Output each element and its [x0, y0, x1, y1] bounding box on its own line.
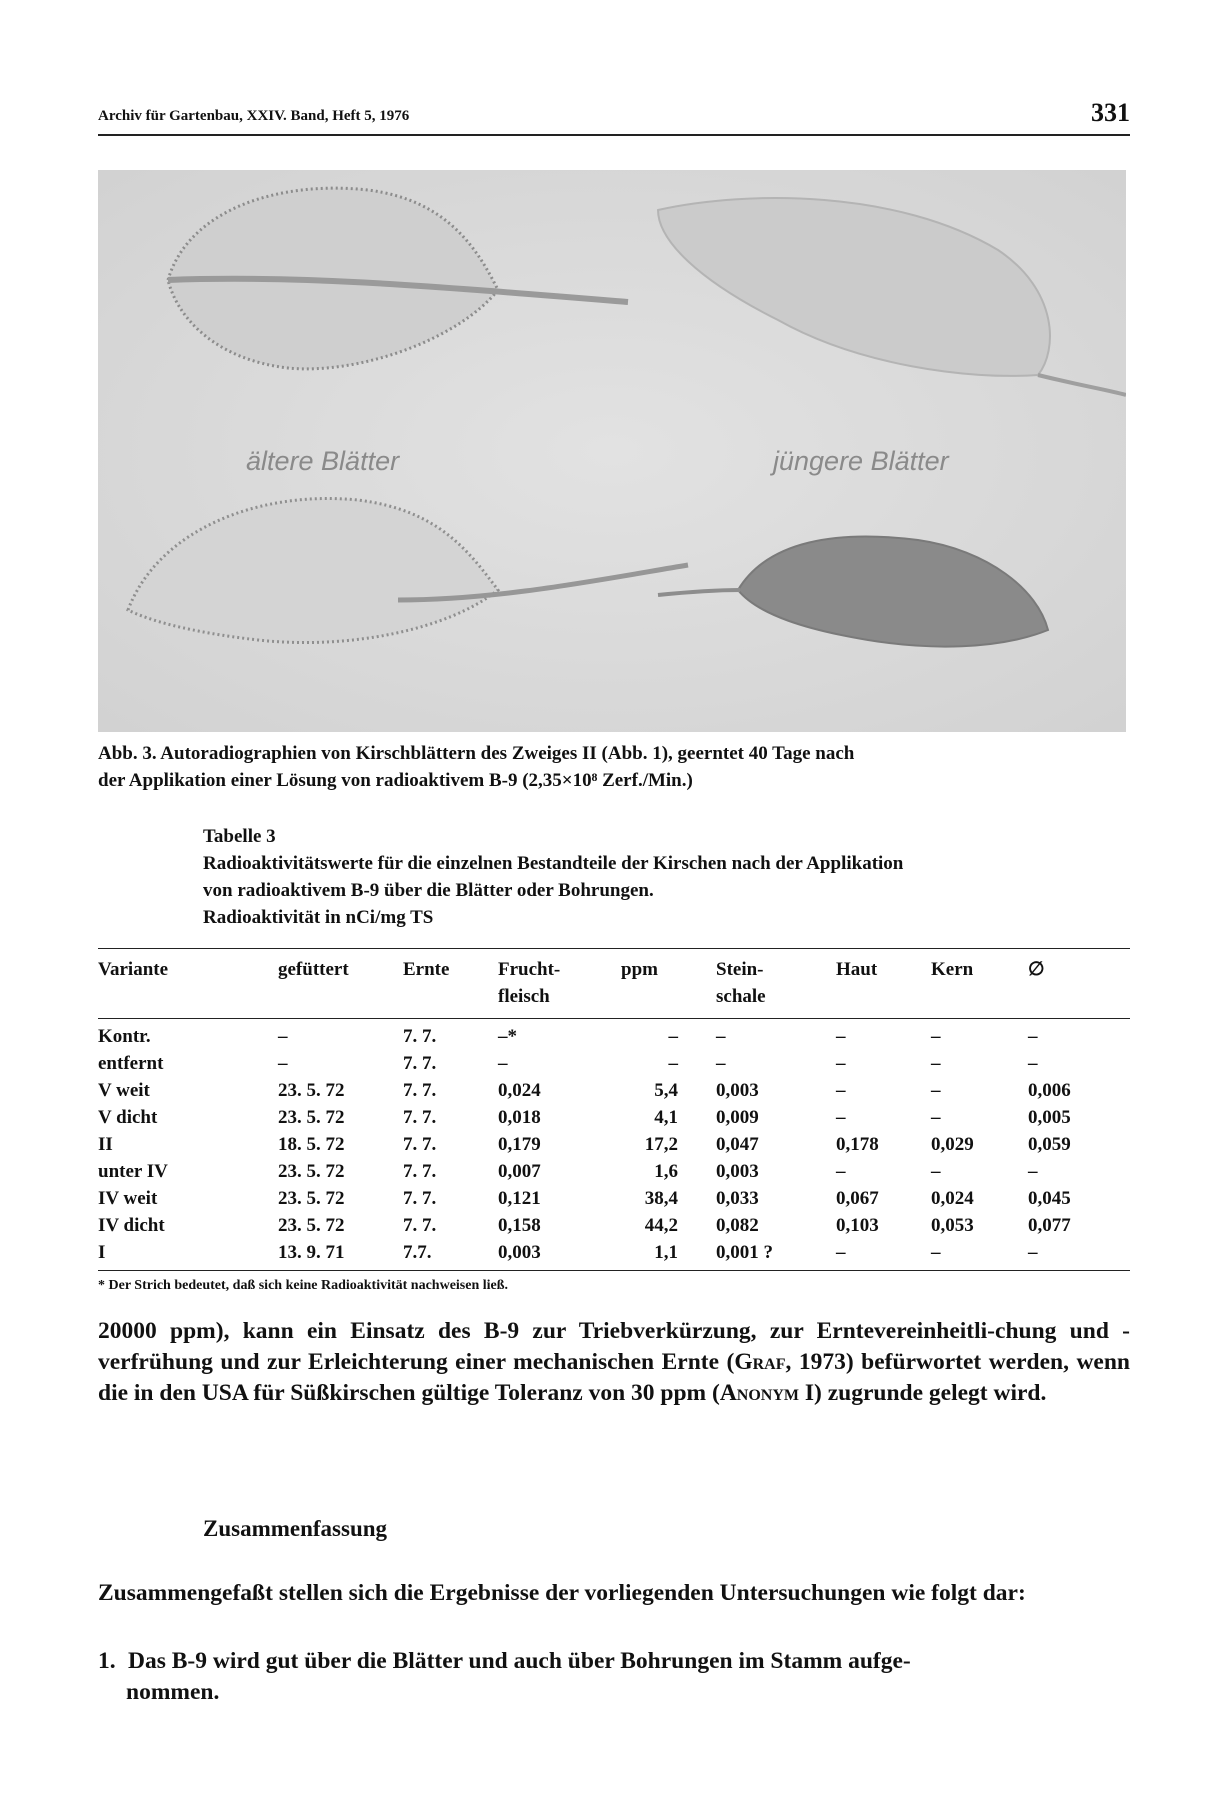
table-cell-kern: – — [931, 1161, 941, 1182]
table-cell-variante: IV dicht — [98, 1215, 165, 1236]
paragraph-text-a: 20000 ppm), kann ein Einsatz des B-9 zur Triebverkürzung, zur Erntevereinheitli-chung und -verfrühung und zur Erleichterung einer mechanischen Ernte ( — [98, 1318, 1130, 1375]
table-row — [98, 1026, 1130, 1052]
label-younger-leaves: jüngere Blätter — [773, 446, 949, 476]
page-number: 331 — [1091, 98, 1130, 127]
table-row — [98, 1242, 1130, 1268]
table-cell-haut: – — [836, 1161, 846, 1182]
list-item-line-2: nommen. — [126, 1679, 220, 1705]
table-cell-ppm: 4,1 — [654, 1107, 678, 1128]
table-cell-steinschale: 0,003 — [716, 1080, 759, 1101]
table-cell-avg: 0,006 — [1028, 1080, 1071, 1101]
paragraph-summary-intro: Zusammengefaßt stellen sich die Ergebnisse der vorliegenden Untersuchungen wie folgt dar: — [98, 1580, 1026, 1606]
table-cell-kern: 0,024 — [931, 1188, 974, 1209]
table-cell-haut: – — [836, 1242, 846, 1263]
table-cell-variante: V weit — [98, 1080, 150, 1101]
table-cell-steinschale: 0,003 — [716, 1161, 759, 1182]
table-cell-haut: 0,178 — [836, 1134, 879, 1155]
table-cell-kern: – — [931, 1026, 941, 1047]
section-title-summary: Zusammenfassung — [203, 1516, 388, 1541]
table-row — [98, 1053, 1130, 1079]
table-cell-kern: 0,029 — [931, 1134, 974, 1155]
table-cell-variante: II — [98, 1134, 113, 1155]
table-cell-steinschale: 0,082 — [716, 1215, 759, 1236]
table-title-line-3: Radioaktivität in nCi/mg TS — [203, 907, 434, 928]
list-item-line-1: Das B-9 wird gut über die Blätter und auch über Bohrungen im Stamm aufge- — [128, 1648, 911, 1674]
table-cell-avg: – — [1028, 1026, 1038, 1047]
table-cell-ppm: 1,6 — [654, 1161, 678, 1182]
header-ppm: ppm — [621, 959, 658, 980]
table-cell-fruchtfleisch: 0,003 — [498, 1242, 541, 1263]
table-cell-ppm: – — [668, 1026, 678, 1047]
table-cell-ppm: 38,4 — [644, 1188, 678, 1209]
journal-citation: Archiv für Gartenbau, XXIV. Band, Heft 5, 1976 — [98, 108, 410, 124]
table-cell-haut: – — [836, 1053, 846, 1074]
table-cell-haut: 0,103 — [836, 1215, 879, 1236]
summary-list-item-1 — [98, 1646, 1130, 1708]
paragraph-text-c: I) zugrunde gelegt wird. — [799, 1380, 1047, 1406]
paragraph-recommendation — [98, 1316, 1130, 1409]
table-cell-kern: – — [931, 1053, 941, 1074]
figure-caption — [98, 740, 1130, 794]
table-cell-steinschale: 0,033 — [716, 1188, 759, 1209]
table-cell-avg: – — [1028, 1242, 1038, 1263]
autoradiograph-figure — [98, 170, 1126, 732]
table-row — [98, 1134, 1130, 1160]
header-steinschale — [716, 956, 766, 1010]
header-steinschale-line-1: Stein- — [716, 959, 764, 980]
table-label: Tabelle 3 — [203, 826, 276, 847]
header-gefuettert: gefüttert — [278, 959, 349, 980]
table-cell-ernte: 7. 7. — [403, 1053, 437, 1074]
header-average: ∅ — [1028, 959, 1045, 980]
table-cell-avg: 0,059 — [1028, 1134, 1071, 1155]
table-cell-steinschale: 0,047 — [716, 1134, 759, 1155]
table-cell-variante: IV weit — [98, 1188, 158, 1209]
table-cell-ppm: 44,2 — [644, 1215, 678, 1236]
table-cell-ernte: 7. 7. — [403, 1026, 437, 1047]
table-row — [98, 1161, 1130, 1187]
table-cell-avg: – — [1028, 1053, 1038, 1074]
table-cell-gefuettert: 18. 5. 72 — [278, 1134, 345, 1155]
table-cell-steinschale: – — [716, 1053, 726, 1074]
table-heading — [203, 823, 1133, 931]
table-footnote: * Der Strich bedeutet, daß sich keine Radioaktivität nachweisen ließ. — [98, 1278, 509, 1293]
table-cell-fruchtfleisch: 0,121 — [498, 1188, 541, 1209]
table-header-row — [98, 956, 1130, 1016]
table-cell-kern: – — [931, 1107, 941, 1128]
caption-line-2: der Applikation einer Lösung von radioaktivem B-9 (2,35×10⁸ Zerf./Min.) — [98, 770, 693, 791]
header-fruchtfleisch-line-2: fleisch — [498, 986, 550, 1007]
caption-line-1: Abb. 3. Autoradiographien von Kirschblättern des Zweiges II (Abb. 1), geerntet 40 Tage nach — [98, 743, 855, 764]
table-cell-ppm: 17,2 — [644, 1134, 678, 1155]
table-cell-variante: Kontr. — [98, 1026, 151, 1047]
table-cell-kern: – — [931, 1242, 941, 1263]
header-ernte: Ernte — [403, 959, 450, 980]
table-cell-steinschale: 0,009 — [716, 1107, 759, 1128]
table-cell-ppm: – — [668, 1053, 678, 1074]
table-cell-steinschale: – — [716, 1026, 726, 1047]
table-cell-steinschale: 0,001 ? — [716, 1242, 773, 1263]
table-row — [98, 1080, 1130, 1106]
table-cell-variante: I — [98, 1242, 106, 1263]
table-cell-gefuettert: 23. 5. 72 — [278, 1161, 345, 1182]
table-cell-gefuettert: 23. 5. 72 — [278, 1080, 345, 1101]
table-cell-ernte: 7. 7. — [403, 1107, 437, 1128]
running-header — [98, 98, 1130, 136]
table-cell-avg: 0,077 — [1028, 1215, 1071, 1236]
table-cell-ernte: 7. 7. — [403, 1161, 437, 1182]
table-cell-fruchtfleisch: 0,024 — [498, 1080, 541, 1101]
header-steinschale-line-2: schale — [716, 986, 766, 1007]
table-cell-ernte: 7. 7. — [403, 1215, 437, 1236]
table-cell-haut: – — [836, 1026, 846, 1047]
table-cell-avg: 0,005 — [1028, 1107, 1071, 1128]
table-cell-fruchtfleisch: 0,018 — [498, 1107, 541, 1128]
table-rule-top — [98, 948, 1130, 949]
table-title-line-1: Radioaktivitätswerte für die einzelnen Bestandteile der Kirschen nach der Applikation — [203, 853, 904, 874]
table-cell-ernte: 7. 7. — [403, 1080, 437, 1101]
table-cell-gefuettert: 23. 5. 72 — [278, 1107, 345, 1128]
table-row — [98, 1215, 1130, 1241]
table-rule-mid — [98, 1018, 1130, 1019]
table-cell-gefuettert: – — [278, 1026, 288, 1047]
table-row — [98, 1188, 1130, 1214]
table-title-line-2: von radioaktivem B-9 über die Blätter oder Bohrungen. — [203, 880, 654, 901]
table-cell-ppm: 1,1 — [654, 1242, 678, 1263]
table-row — [98, 1107, 1130, 1133]
table-cell-fruchtfleisch: 0,179 — [498, 1134, 541, 1155]
table-cell-ernte: 7. 7. — [403, 1134, 437, 1155]
label-older-leaves: ältere Blätter — [246, 446, 400, 476]
table-cell-fruchtfleisch: 0,158 — [498, 1215, 541, 1236]
paragraph-text-b: , 1973) befürwortet werden, wenn die in den USA für Süßkirschen gültige Toleranz von 30 ppm ( — [98, 1349, 1130, 1406]
table-cell-gefuettert: 23. 5. 72 — [278, 1188, 345, 1209]
table-cell-gefuettert: – — [278, 1053, 288, 1074]
table-cell-variante: entfernt — [98, 1053, 164, 1074]
citation-graf: Graf — [734, 1349, 786, 1375]
table-cell-haut: – — [836, 1080, 846, 1101]
table-rule-bottom — [98, 1270, 1130, 1271]
header-variante: Variante — [98, 959, 169, 980]
header-fruchtfleisch — [498, 956, 560, 1010]
table-cell-ernte: 7.7. — [403, 1242, 432, 1263]
table-cell-gefuettert: 13. 9. 71 — [278, 1242, 345, 1263]
citation-anonym: Anonym — [719, 1380, 799, 1406]
table-cell-avg: 0,045 — [1028, 1188, 1071, 1209]
table-cell-haut: 0,067 — [836, 1188, 879, 1209]
table-cell-haut: – — [836, 1107, 846, 1128]
table-cell-ernte: 7. 7. — [403, 1188, 437, 1209]
header-haut: Haut — [836, 959, 878, 980]
table-cell-ppm: 5,4 — [654, 1080, 678, 1101]
table-cell-variante: V dicht — [98, 1107, 158, 1128]
table-cell-kern: – — [931, 1080, 941, 1101]
table-cell-kern: 0,053 — [931, 1215, 974, 1236]
table-cell-gefuettert: 23. 5. 72 — [278, 1215, 345, 1236]
table-cell-variante: unter IV — [98, 1161, 168, 1182]
table-cell-avg: – — [1028, 1161, 1038, 1182]
list-number: 1. — [98, 1648, 116, 1674]
header-kern: Kern — [931, 959, 974, 980]
header-fruchtfleisch-line-1: Frucht- — [498, 959, 561, 980]
table-cell-fruchtfleisch: 0,007 — [498, 1161, 541, 1182]
table-cell-fruchtfleisch: –* — [498, 1026, 517, 1047]
table-cell-fruchtfleisch: – — [498, 1053, 508, 1074]
